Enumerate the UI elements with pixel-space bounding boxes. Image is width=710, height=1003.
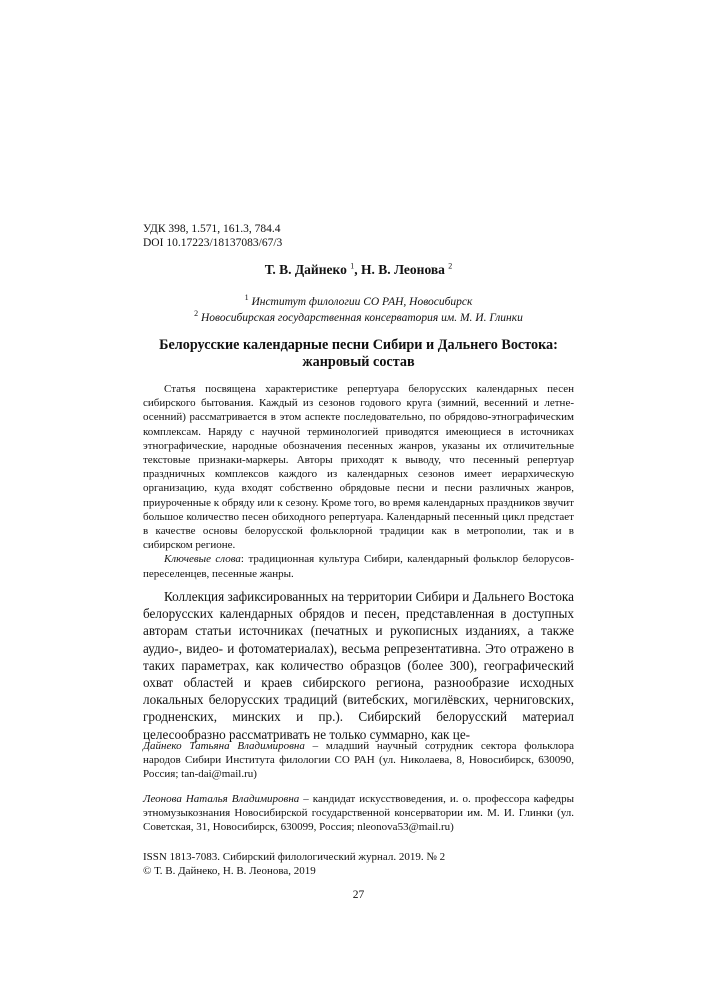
author-info-item <box>143 739 574 782</box>
affiliation-mark: 1 <box>244 293 249 303</box>
doi-code: DOI 10.17223/18137083/67/3 <box>143 237 283 249</box>
author-separator: , <box>354 262 361 277</box>
keywords-label: Ключевые слова <box>164 553 241 566</box>
author-info-name: Дайнеко Татьяна Владимировна <box>143 740 305 752</box>
article-header-codes <box>143 222 574 250</box>
author-name: Т. В. Дайнеко <box>264 262 347 277</box>
affiliation-text: Новосибирская государственная консерватория им. М. И. Глинки <box>200 311 523 324</box>
affiliations <box>143 295 574 326</box>
affiliation-item <box>143 308 574 327</box>
author-name: Н. В. Леонова <box>360 262 445 277</box>
keywords <box>143 552 574 580</box>
author-affiliation-mark: 1 <box>350 261 355 271</box>
author-list <box>143 262 574 278</box>
page-number: 27 <box>352 889 365 901</box>
keywords-list: традиционная культура Сибири, календарный фольклор белорусов-переселенцев, песенные жанры. <box>143 553 574 580</box>
author-info-name: Леонова Наталья Владимировна <box>143 792 300 805</box>
affiliation-mark: 2 <box>194 308 199 318</box>
udk-code: УДК 398, 1.571, 161.3, 784.4 <box>143 223 281 235</box>
article-title <box>143 337 574 371</box>
title-line: жанровый состав <box>302 354 415 370</box>
author-info-item <box>143 792 574 835</box>
body-text <box>143 588 574 743</box>
body-paragraph: Коллекция зафиксированных на территории Сибири и Дальнего Востока белорусских календарных обрядов и песен, представленная в доступных авторам статьи источниках (печатных и рукописных изданиях, а также аудио-, видео- и фотоматериалах), весьма репрезентативна. Это отражено в таких параметрах, как количество образцов (более 300), географический охват областей и краев сибирского региона, разнообразие исходных локальных белорусских традиций (витебских, могилёвских, черниговских, гродненских, минских и пр.). Сибирский белорусский материал целесообразно рассматривать не только суммарно, как це- <box>143 589 574 742</box>
keywords-colon: : <box>240 553 244 566</box>
author-info <box>143 739 574 834</box>
affiliation-text: Институт филологии СО РАН, Новосибирск <box>251 296 473 308</box>
copyright-line: © Т. В. Дайнеко, Н. В. Леонова, 2019 <box>143 865 316 877</box>
author-info-text: – кандидат искусствоведения, и. о. профессора кафедры этномузыкознания Новосибирской государственной консерватории им. М. И. Глинки (ул. Советская, 31, Новосибирск, 630099, Россия; nleonova53@mail.ru) <box>143 792 575 834</box>
abstract <box>143 382 574 581</box>
journal-footer <box>143 850 574 878</box>
affiliation-item <box>143 295 574 311</box>
title-line: Белорусские календарные песни Сибири и Дальнего Востока: <box>159 337 558 353</box>
issn-line: ISSN 1813-7083. Сибирский филологический журнал. 2019. № 2 <box>143 851 446 863</box>
abstract-text: Статья посвящена характеристике репертуара белорусских календарных песен сибирского бытования. Каждый из сезонов годового круга (зимний, весенний и летне-осенний) рассматривается в этом аспекте последовательно, по обрядово-этнографическим комплексам. Наряду с научной терминологией приводятся имеющиеся в источниках этнографические, народные обозначения песенных жанров, указаны их отличительные текстовые признаки-маркеры. Авторы приходят к выводу, что песенный репертуар праздничных комплексов каждого из календарных сезонов имеет иерархическую организацию, куда входят собственно обрядовые песни и песни различных жанров, приуроченные к обряду или к сезону. Кроме того, во время календарных праздников звучит большое количество песен обиходного репертуара. Календарный песенный цикл предстает в качестве основы белорусской фольклорной традиции как в метрополии, так и в сибирском регионе. <box>143 383 574 552</box>
author-affiliation-mark: 2 <box>448 261 453 271</box>
author-info-text: – младший научный сотрудник сектора фольклора народов Сибири Института филологии СО РАН (ул. Николаева, 8, Новосибирск, 630090, Россия; tan-dai@mail.ru) <box>143 740 575 781</box>
